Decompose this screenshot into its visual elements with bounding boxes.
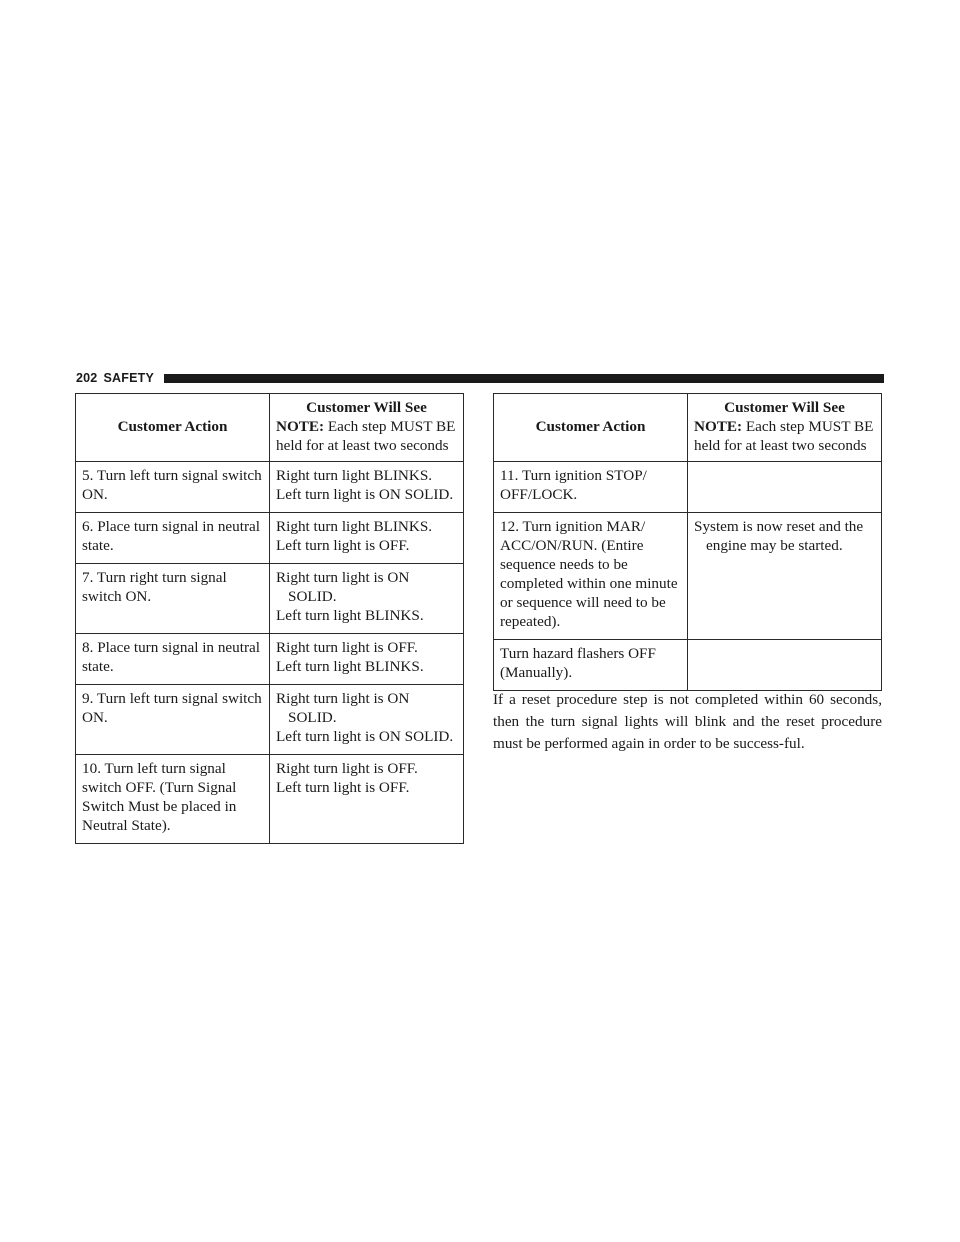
- reset-warning-paragraph: If a reset procedure step is not completed within 60 seconds, then the turn signal lights will blink and the reset procedure must be performed again in order to be success-ful.: [493, 691, 882, 752]
- customer-will-see-line: Left turn light BLINKS.: [276, 607, 424, 624]
- customer-action-cell: 6. Place turn signal in neutral state.: [76, 513, 270, 564]
- note-text: Each step MUST BE held for at least two seconds: [694, 418, 874, 454]
- table-row: [494, 462, 882, 513]
- table-body-left: [76, 462, 464, 844]
- customer-will-see-cell: [688, 640, 882, 691]
- header-rule: [164, 374, 884, 383]
- customer-will-see-cell: [270, 755, 464, 844]
- customer-will-see-cell: [688, 513, 882, 640]
- customer-will-see-title: Customer Will See: [724, 399, 845, 416]
- table-row: [494, 513, 882, 640]
- note: [694, 417, 875, 455]
- customer-will-see-line: System is now reset and the engine may be started.: [694, 518, 864, 554]
- page-header: [76, 370, 884, 386]
- customer-action-cell: 8. Place turn signal in neutral state.: [76, 634, 270, 685]
- customer-will-see-line: Right turn light BLINKS.: [276, 467, 433, 484]
- table-row: [76, 634, 464, 685]
- customer-will-see-cell: [270, 564, 464, 634]
- section-title: SAFETY: [103, 371, 154, 385]
- table-row: [76, 564, 464, 634]
- customer-will-see-title: Customer Will See: [306, 399, 427, 416]
- note-text: Each step MUST BE held for at least two seconds: [276, 418, 456, 454]
- col-header-customer-will-see: [270, 394, 464, 462]
- note-label: NOTE:: [276, 418, 325, 435]
- reset-steps-table-right: [493, 393, 882, 691]
- customer-will-see-line: Right turn light is OFF.: [276, 639, 418, 656]
- customer-will-see-line: Left turn light is OFF.: [276, 537, 410, 554]
- note-label: NOTE:: [694, 418, 743, 435]
- table-header-row: [494, 394, 882, 462]
- customer-will-see-cell: [270, 462, 464, 513]
- customer-will-see-line: Right turn light is ON SOLID.: [276, 569, 410, 605]
- customer-will-see-line: Right turn light is ON SOLID.: [276, 690, 410, 726]
- table-row: [76, 513, 464, 564]
- table-header-row: [76, 394, 464, 462]
- customer-action-cell: 5. Turn left turn signal switch ON.: [76, 462, 270, 513]
- customer-will-see-cell: [688, 462, 882, 513]
- customer-will-see-cell: [270, 513, 464, 564]
- customer-will-see-line: Left turn light BLINKS.: [276, 658, 424, 675]
- customer-will-see-line: Left turn light is ON SOLID.: [276, 728, 454, 745]
- customer-will-see-cell: [270, 634, 464, 685]
- customer-action-cell: Turn hazard flashers OFF (Manually).: [494, 640, 688, 691]
- col-header-customer-will-see: [688, 394, 882, 462]
- customer-will-see-line: Left turn light is ON SOLID.: [276, 486, 454, 503]
- reset-steps-table-left: [75, 393, 464, 844]
- table-row: [76, 685, 464, 755]
- customer-will-see-line: Right turn light is OFF.: [276, 760, 418, 777]
- customer-will-see-line: Right turn light BLINKS.: [276, 518, 433, 535]
- table-row: [494, 640, 882, 691]
- customer-action-cell: 7. Turn right turn signal switch ON.: [76, 564, 270, 634]
- table-row: [76, 755, 464, 844]
- col-header-customer-action: Customer Action: [494, 394, 688, 462]
- customer-action-cell: 9. Turn left turn signal switch ON.: [76, 685, 270, 755]
- table-body-right: [494, 462, 882, 691]
- page-number: 202: [76, 371, 98, 385]
- customer-action-cell: 10. Turn left turn signal switch OFF. (Turn Signal Switch Must be placed in Neutral State).: [76, 755, 270, 844]
- customer-will-see-cell: [270, 685, 464, 755]
- table-row: [76, 462, 464, 513]
- customer-action-cell: 12. Turn ignition MAR/ ACC/ON/RUN. (Entire sequence needs to be completed within one minute or sequence will need to be repeated).: [494, 513, 688, 640]
- note: [276, 417, 457, 455]
- col-header-customer-action: Customer Action: [76, 394, 270, 462]
- customer-action-cell: 11. Turn ignition STOP/ OFF/LOCK.: [494, 462, 688, 513]
- customer-will-see-line: Left turn light is OFF.: [276, 779, 410, 796]
